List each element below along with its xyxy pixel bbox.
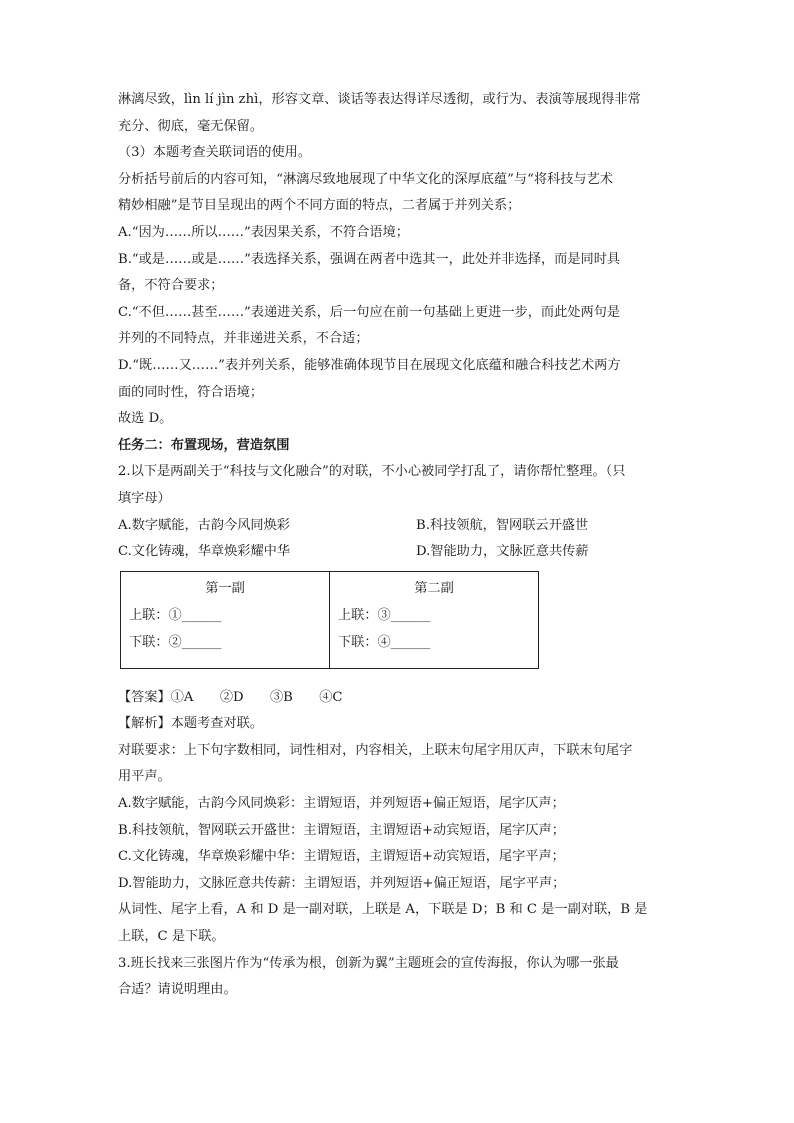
option-c: C.文化铸魂，华章焕彩耀中华 — [118, 544, 291, 560]
text-line: 故选 D。 — [118, 411, 173, 427]
question-line: 合适？请说明理由。 — [118, 982, 237, 998]
couplet-upper-blank: 上联：③______ — [338, 607, 431, 623]
text-line: 淋漓尽致，lìn lí jìn zhì，形容文章、谈话等表达得详尽透彻，或行为、表演等展现得非常 — [118, 92, 641, 107]
option-d: D.智能助力，文脉匠意共传薪 — [416, 544, 589, 560]
question-line: 2.以下是两副关于“科技与文化融合”的对联，不小心被同学打乱了，请你帮忙整理。（只 — [118, 464, 626, 480]
task-heading: 任务二：布置现场，营造氛围 — [118, 437, 290, 453]
analysis-line: 上联，C 是下联。 — [118, 929, 225, 945]
option-a: A.数字赋能，古韵今风同焕彩 — [118, 517, 290, 533]
option-b: B.科技领航，智网联云开盛世 — [416, 517, 589, 533]
question-line: 3.班长找来三张图片作为“传承为根，创新为翼”主题班会的宣传海报，你认为哪一张最 — [118, 955, 619, 971]
analysis-line: 对联要求：上下句字数相同，词性相对，内容相关，上联末句尾字用仄声，下联末句尾字 — [118, 742, 633, 758]
analysis-line: B.科技领航，智网联云开盛世：主谓短语，主谓短语+动宾短语，尾字仄声； — [118, 822, 565, 838]
text-line: D.“既……又……”表并列关系，能够准确体现节目在展现文化底蕴和融合科技艺术两方 — [118, 357, 621, 373]
text-line: B.“或是……或是……”表选择关系，强调在两者中选其一，此处并非选择，而是同时具 — [118, 251, 621, 267]
text-line: 精妙相融”是节目呈现出的两个不同方面的特点，二者属于并列关系； — [118, 198, 521, 214]
analysis-line: D.智能助力，文脉匠意共传薪：主谓短语，并列短语+偏正短语，尾字平声； — [118, 875, 566, 891]
couplet-lower-blank: 下联：④______ — [338, 634, 431, 650]
analysis-line: 【解析】本题考查对联。 — [118, 716, 264, 732]
spacer — [118, 669, 678, 685]
couplet-table — [120, 571, 539, 669]
question-line: 填字母） — [118, 490, 171, 506]
analysis-line: A.数字赋能，古韵今风同焕彩：主谓短语，并列短语+偏正短语，尾字仄声； — [118, 796, 565, 812]
text-line: 备，不符合要求； — [118, 278, 224, 294]
answer-line: 【答案】①A ②D ③B ④C — [118, 689, 343, 705]
text-line: （3）本题考查关联词语的使用。 — [118, 145, 312, 161]
text-line: 面的同时性，符合语境； — [118, 384, 264, 400]
page-content — [118, 87, 678, 1004]
options-row — [118, 539, 678, 566]
analysis-line: 从词性、尾字上看，A 和 D 是一副对联，上联是 A，下联是 D；B 和 C 是一副对联，B 是 — [118, 902, 648, 918]
options-row — [118, 513, 678, 540]
couplet-cell-second — [330, 571, 539, 668]
text-line: A.“因为……所以……”表因果关系，不符合语境； — [118, 224, 409, 240]
text-line: 充分、彻底，毫无保留。 — [118, 118, 264, 134]
couplet-cell-first — [121, 571, 330, 668]
couplet-title: 第二副 — [414, 580, 454, 596]
couplet-upper-blank: 上联：①______ — [129, 607, 222, 623]
couplet-lower-blank: 下联：②______ — [129, 634, 222, 650]
couplet-title: 第一副 — [205, 580, 245, 596]
text-line: 分析括号前后的内容可知，“淋漓尽致地展现了中华文化的深厚底蕴”与“将科技与艺术 — [118, 171, 613, 187]
text-line: C.“不但……甚至……”表递进关系，后一句应在前一句基础上更进一步，而此处两句是 — [118, 304, 621, 320]
text-line: 并列的不同特点，并非递进关系，不合适； — [118, 331, 369, 347]
analysis-line: C.文化铸魂，华章焕彩耀中华：主谓短语，主谓短语+动宾短语，尾字平声； — [118, 849, 565, 865]
analysis-line: 用平声。 — [118, 769, 171, 785]
